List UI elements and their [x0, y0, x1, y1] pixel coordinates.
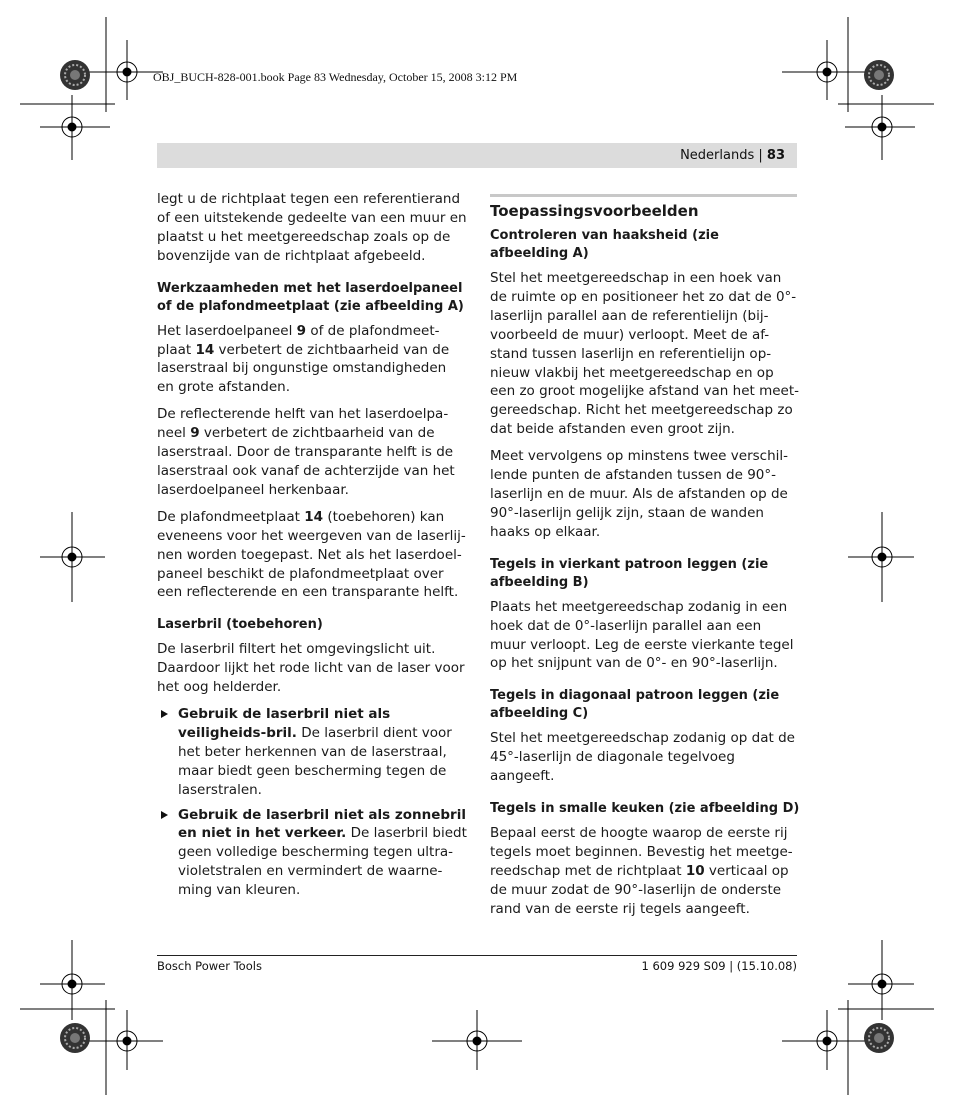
left-column — [157, 190, 467, 906]
bullet-triangle-icon — [161, 811, 168, 819]
paragraph: Stel het meetgereedschap in een hoek van de ruimte op en positioneer het zo dat de 0°-laserlijn parallel aan de referentielijn (bij-voorbeeld de muur) verloopt. Meet de af-stand tussen laserlijn en referentielijn op-nieuw vlakbij het meetgereedschap en op een zo groot mogelijke afstand van het meet-gereedschap. Richt het meetgereedschap zo dat beide afstanden even groot zijn. — [490, 270, 800, 438]
subsection-heading: Controleren van haaksheid (zie afbeelding A) — [490, 228, 719, 261]
section-heading: Laserbril (toebehoren) — [157, 617, 323, 633]
paragraph: Stel het meetgereedschap zodanig op dat de 45°-laserlijn de diagonale tegelvoeg aangeeft. — [490, 730, 795, 785]
footer-brand: Bosch Power Tools — [157, 959, 262, 973]
footer-rule — [157, 955, 797, 956]
paragraph: Plaats het meetgereedschap zodanig in een hoek dat de 0°-laserlijn parallel aan een muur verloopt. Leg de eerste vierkante tegel op het snijpunt van de 0°- en 90°-laserlijn. — [490, 598, 794, 672]
paragraph: legt u de richtplaat tegen een referentierand of een uitstekende gedeelte van een muur en plaatst u het meetgereedschap zoals op de bovenzijde van de richtplaat afgebeeld. — [157, 191, 467, 264]
paragraph: De reflecterende helft van het laserdoelpa-neel 9 verbetert de zichtbaarheid van de laserstraal. Door de transparante helft is de laserstraal ook vanaf de achterzijde van het laserdoelpaneel herkenbaar. — [157, 406, 455, 498]
section-heading: Werkzaamheden met het laserdoelpaneel of de plafondmeetplaat (zie afbeelding A) — [157, 280, 464, 314]
paragraph: Meet vervolgens op minstens twee verschil-lende punten de afstanden tussen de 90°-laserlijn en de muur. Als de afstanden op de 90°-laserlijn gelijk zijn, staan de wanden haaks op elkaar. — [490, 448, 789, 540]
subsection-heading: Tegels in smalle keuken (zie afbeelding D) — [490, 801, 800, 817]
print-slug: OBJ_BUCH-828-001.book Page 83 Wednesday, October 15, 2008 3:12 PM — [153, 70, 518, 84]
paragraph: De laserbril filtert het omgevingslicht uit. Daardoor lijkt het rode licht van de laser voor het oog helderder. — [157, 641, 465, 696]
warning-list — [157, 705, 467, 900]
list-item: Gebruik de laserbril niet als zonnebril en niet in het verkeer. De laserbril biedt geen volledige bescherming tegen ultra-violetstralen en vermindert de waarne-ming van kleuren. — [157, 806, 467, 901]
list-item: Gebruik de laserbril niet als veiligheids-bril. De laserbril dient voor het beter herkennen van de laserstraal, maar biedt geen bescherming tegen de laserstralen. — [157, 705, 467, 800]
paragraph: Het laserdoelpaneel 9 of de plafondmeet-plaat 14 verbetert de zichtbaarheid van de laserstraal bij ongunstige omstandigheden en grote afstanden. — [157, 322, 450, 396]
header-text — [680, 148, 785, 163]
subsection-heading: Tegels in vierkant patroon leggen (zie afbeelding B) — [490, 556, 769, 590]
header-language: Nederlands — [680, 148, 755, 163]
header-separator: | — [758, 148, 763, 163]
bullet-triangle-icon — [161, 710, 168, 718]
right-column — [490, 196, 800, 927]
subsection-heading: Tegels in diagonaal patroon leggen (zie afbeelding C) — [490, 688, 780, 722]
footer-doc-number: 1 609 929 S09 | (15.10.08) — [641, 959, 797, 973]
paragraph: De plafondmeetplaat 14 (toebehoren) kan eveneens voor het weergeven van de laserlij-nen worden toegepast. Net als het laserdoel-paneel beschikt de plafondmeetplaat over een reflecterende en een transparante helft. — [157, 508, 466, 601]
page-header — [157, 143, 797, 168]
page-number: 83 — [766, 148, 785, 163]
paragraph: Bepaal eerst de hoogte waarop de eerste rij tegels moet beginnen. Bevestig het meetge-reedschap met de richtplaat 10 verticaal op de muur zodat de 90°-laserlijn de onderste rand van de eerste rij tegels aangeeft. — [490, 825, 793, 917]
section-title: Toepassingsvoorbeelden — [490, 202, 699, 220]
